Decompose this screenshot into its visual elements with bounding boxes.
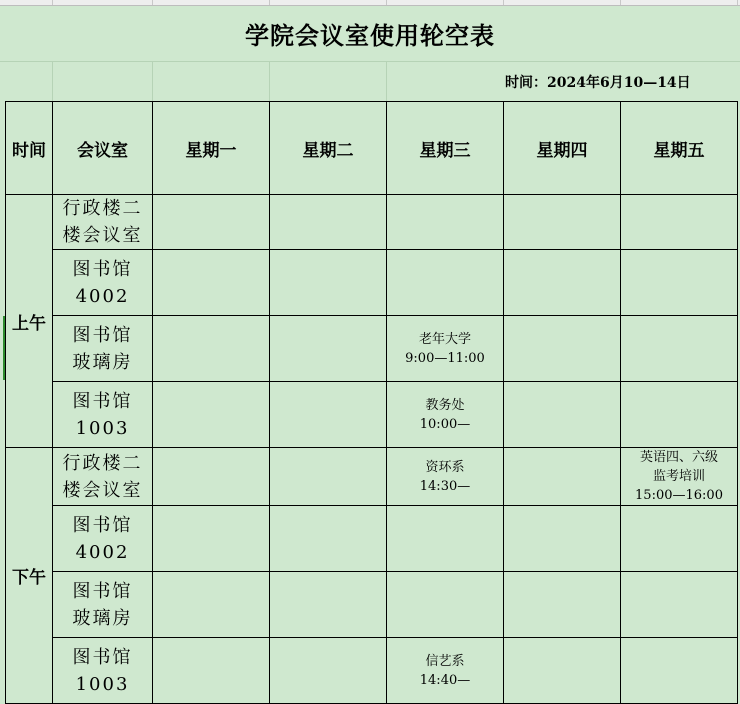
table-row: [6, 250, 738, 316]
table-row: [6, 195, 738, 250]
booking-cell-fri[interactable]: [621, 195, 738, 250]
booking-cell-fri[interactable]: [621, 638, 738, 704]
booking-cell-mon[interactable]: [153, 316, 270, 382]
table-row: [6, 316, 738, 382]
period-cell[interactable]: 下午: [6, 448, 53, 704]
header-day-mon[interactable]: 星期一: [153, 102, 270, 195]
date-range[interactable]: 时间：2024年6月10—14日: [505, 75, 691, 91]
table-row: [6, 382, 738, 448]
header-room-cell[interactable]: 会议室: [53, 102, 153, 195]
booking-cell-thu[interactable]: [504, 638, 621, 704]
booking-cell-tue[interactable]: [270, 638, 387, 704]
header-row: [6, 102, 738, 195]
table-row: [6, 572, 738, 638]
header-time-cell[interactable]: 时间: [6, 102, 53, 195]
room-name: 图书馆 1003: [72, 646, 133, 695]
booking-cell-tue[interactable]: [270, 382, 387, 448]
booking-cell-thu[interactable]: [504, 506, 621, 572]
room-name: 图书馆 1003: [72, 390, 133, 439]
booking-cell-wed[interactable]: [387, 638, 504, 704]
room-name: 图书馆 4002: [72, 514, 133, 563]
table-row: [6, 638, 738, 704]
booking-cell-thu[interactable]: [504, 448, 621, 506]
booking-text: 资环系 14:30—: [419, 459, 471, 494]
booking-text: 教务处 10:00—: [419, 397, 471, 432]
booking-text: 老年大学 9:00—11:00: [405, 331, 485, 366]
booking-cell-tue[interactable]: [270, 195, 387, 250]
table-row: [6, 506, 738, 572]
room-name: 行政楼二 楼会议室: [62, 198, 143, 246]
booking-cell-thu[interactable]: [504, 316, 621, 382]
booking-cell-wed[interactable]: [387, 448, 504, 506]
gridline: [269, 62, 270, 101]
gridline: [386, 62, 387, 101]
booking-cell-tue[interactable]: [270, 250, 387, 316]
booking-cell-tue[interactable]: [270, 448, 387, 506]
booking-cell-wed[interactable]: [387, 250, 504, 316]
booking-cell-fri[interactable]: [621, 250, 738, 316]
booking-cell-wed[interactable]: [387, 316, 504, 382]
booking-cell-mon[interactable]: [153, 195, 270, 250]
room-name: 行政楼二 楼会议室: [62, 452, 143, 501]
room-cell[interactable]: [53, 448, 153, 506]
header-day-wed[interactable]: 星期三: [387, 102, 504, 195]
booking-cell-mon[interactable]: [153, 506, 270, 572]
booking-cell-wed[interactable]: [387, 506, 504, 572]
booking-cell-fri[interactable]: [621, 572, 738, 638]
booking-cell-thu[interactable]: [504, 250, 621, 316]
booking-text: 英语四、六级 监考培训 15:00—16:00: [635, 450, 723, 503]
header-day-fri[interactable]: 星期五: [621, 102, 738, 195]
booking-cell-wed[interactable]: [387, 195, 504, 250]
gridline: [0, 61, 740, 62]
room-cell[interactable]: [53, 316, 153, 382]
table-row: [6, 448, 738, 506]
room-name: 图书馆 玻璃房: [72, 580, 133, 629]
room-cell[interactable]: [53, 506, 153, 572]
room-name: 图书馆 4002: [72, 258, 133, 307]
gridline: [52, 62, 53, 101]
room-cell[interactable]: [53, 572, 153, 638]
booking-cell-mon[interactable]: [153, 382, 270, 448]
booking-cell-mon[interactable]: [153, 638, 270, 704]
booking-cell-mon[interactable]: [153, 448, 270, 506]
schedule-table: [5, 101, 738, 704]
booking-cell-fri[interactable]: [621, 382, 738, 448]
booking-cell-wed[interactable]: [387, 572, 504, 638]
booking-cell-wed[interactable]: [387, 382, 504, 448]
gridline: [152, 62, 153, 101]
booking-cell-fri[interactable]: [621, 506, 738, 572]
booking-cell-fri[interactable]: [621, 448, 738, 506]
room-name: 图书馆 玻璃房: [72, 324, 133, 373]
booking-cell-mon[interactable]: [153, 250, 270, 316]
booking-cell-fri[interactable]: [621, 316, 738, 382]
booking-cell-thu[interactable]: [504, 572, 621, 638]
room-cell[interactable]: [53, 250, 153, 316]
booking-cell-tue[interactable]: [270, 506, 387, 572]
booking-text: 信艺系 14:40—: [419, 653, 471, 688]
sheet-title[interactable]: 学院会议室使用轮空表: [0, 5, 740, 62]
booking-cell-mon[interactable]: [153, 572, 270, 638]
booking-cell-thu[interactable]: [504, 382, 621, 448]
header-day-tue[interactable]: 星期二: [270, 102, 387, 195]
room-cell[interactable]: [53, 638, 153, 704]
room-cell[interactable]: [53, 195, 153, 250]
booking-cell-tue[interactable]: [270, 316, 387, 382]
header-day-thu[interactable]: 星期四: [504, 102, 621, 195]
period-cell[interactable]: 上午: [6, 195, 53, 448]
room-cell[interactable]: [53, 382, 153, 448]
booking-cell-tue[interactable]: [270, 572, 387, 638]
booking-cell-thu[interactable]: [504, 195, 621, 250]
